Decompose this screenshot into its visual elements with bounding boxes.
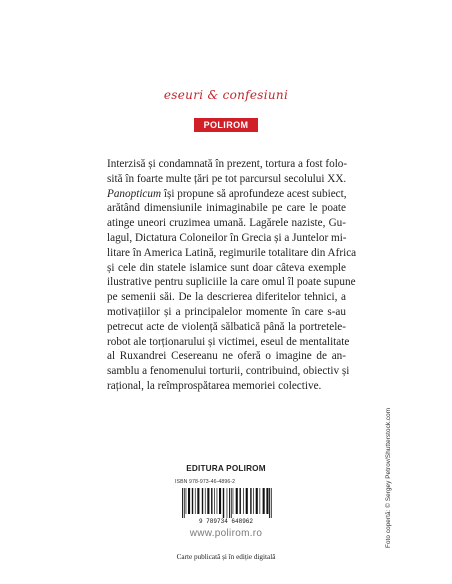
- barcode-bar: [263, 488, 265, 514]
- barcode-bar: [186, 488, 187, 514]
- blurb-line: lagul, Dictatura Coloneilor în Grecia și a Juntelor mi-: [107, 231, 347, 244]
- barcode-bar: [229, 488, 230, 518]
- blurb-line: motivațiilor și a principalelor momente în care s-au: [107, 305, 346, 318]
- blurb-line: ilustrative pentru supliciile la care omul îl poate supune: [107, 276, 356, 289]
- publisher-name: EDITURA POLIROM: [186, 464, 266, 473]
- barcode-bar: [182, 488, 183, 518]
- blurb-line: pe semenii săi. De la descrierea diferitelor tehnici, a: [107, 291, 346, 304]
- barcode-bar: [246, 488, 248, 514]
- barcode-bar: [260, 488, 261, 514]
- barcode-bar: [184, 488, 185, 518]
- barcode-bar: [202, 488, 203, 514]
- isbn-barcode: [174, 487, 278, 524]
- barcode-bar: [256, 488, 258, 514]
- publisher-website: www.polirom.ro: [189, 528, 263, 539]
- blurb-line: petrecut acte de violență sălbatică până la portretele-: [107, 320, 346, 333]
- barcode-bar: [195, 488, 196, 514]
- blurb-line: atinge uneori cruzimea umană. Lagărele naziste, Gu-: [107, 217, 346, 230]
- blurb-line: samblu a fenomenului torturii, contribuind, obiectiv și: [107, 365, 350, 378]
- blurb-line-last: rațional, la reîmprospătarea memoriei colective.: [107, 379, 322, 392]
- barcode-bar: [243, 488, 244, 514]
- blurb-line: litare în America Latină, regimurile totalitare din Africa: [107, 246, 357, 259]
- blurb-line: arătând dimensiunile inimaginabile pe care le poate: [107, 202, 346, 215]
- polirom-logo-badge: POLIROM: [194, 118, 258, 132]
- barcode-digits: 9 789734 648962: [198, 518, 254, 524]
- barcode-graphic: [174, 487, 278, 524]
- barcode-bar: [223, 488, 224, 518]
- blurb-line-3: [107, 187, 346, 202]
- barcode-bar: [253, 488, 254, 514]
- book-blurb: [107, 157, 357, 394]
- blurb-line: sită în foarte multe țări pe tot parcursul secolului XX.: [107, 172, 347, 185]
- barcode-bar: [269, 488, 270, 518]
- barcode-bar: [192, 488, 193, 514]
- blurb-line: Interzisă și condamnată în prezent, tortura a fost folo-: [107, 158, 348, 170]
- series-title: eseuri & confesiuni: [163, 88, 289, 102]
- barcode-bar: [219, 488, 221, 514]
- barcode-bar: [211, 488, 212, 514]
- barcode-bars: [182, 488, 272, 518]
- barcode-bar: [231, 488, 232, 518]
- barcode-bar: [250, 488, 251, 514]
- barcode-bar: [236, 488, 238, 514]
- barcode-bar: [227, 488, 228, 518]
- barcode-bar: [197, 488, 199, 514]
- barcode-bar: [217, 488, 218, 514]
- barcode-bar: [214, 488, 215, 514]
- barcode-bar: [266, 488, 268, 514]
- barcode-bar: [233, 488, 234, 514]
- barcode-bar: [271, 488, 272, 518]
- blurb-line: al Ruxandrei Cesereanu ne oferă o imagine de an-: [107, 350, 346, 363]
- digital-edition-note: Carte publicată și în ediție digitală: [176, 553, 276, 561]
- blurb-line-3-rest: își propune să aprofundeze acest subiect,: [161, 187, 347, 200]
- photo-credit: Foto copertă: © Sergey Petrov/Shutterstock.com: [385, 407, 392, 548]
- isbn-number: ISBN 978-973-46-4896-2: [175, 479, 236, 485]
- barcode-bar: [240, 488, 241, 514]
- barcode-bar: [188, 488, 190, 514]
- barcode-bar: [207, 488, 209, 514]
- blurb-line: și cele din statele islamice sunt doar câteva exemple: [107, 261, 346, 274]
- blurb-line: robot ale torționarului și victimei, eseul de mentalitate: [107, 335, 350, 348]
- book-title-italic: Panopticum: [107, 187, 162, 200]
- barcode-bar: [205, 488, 206, 514]
